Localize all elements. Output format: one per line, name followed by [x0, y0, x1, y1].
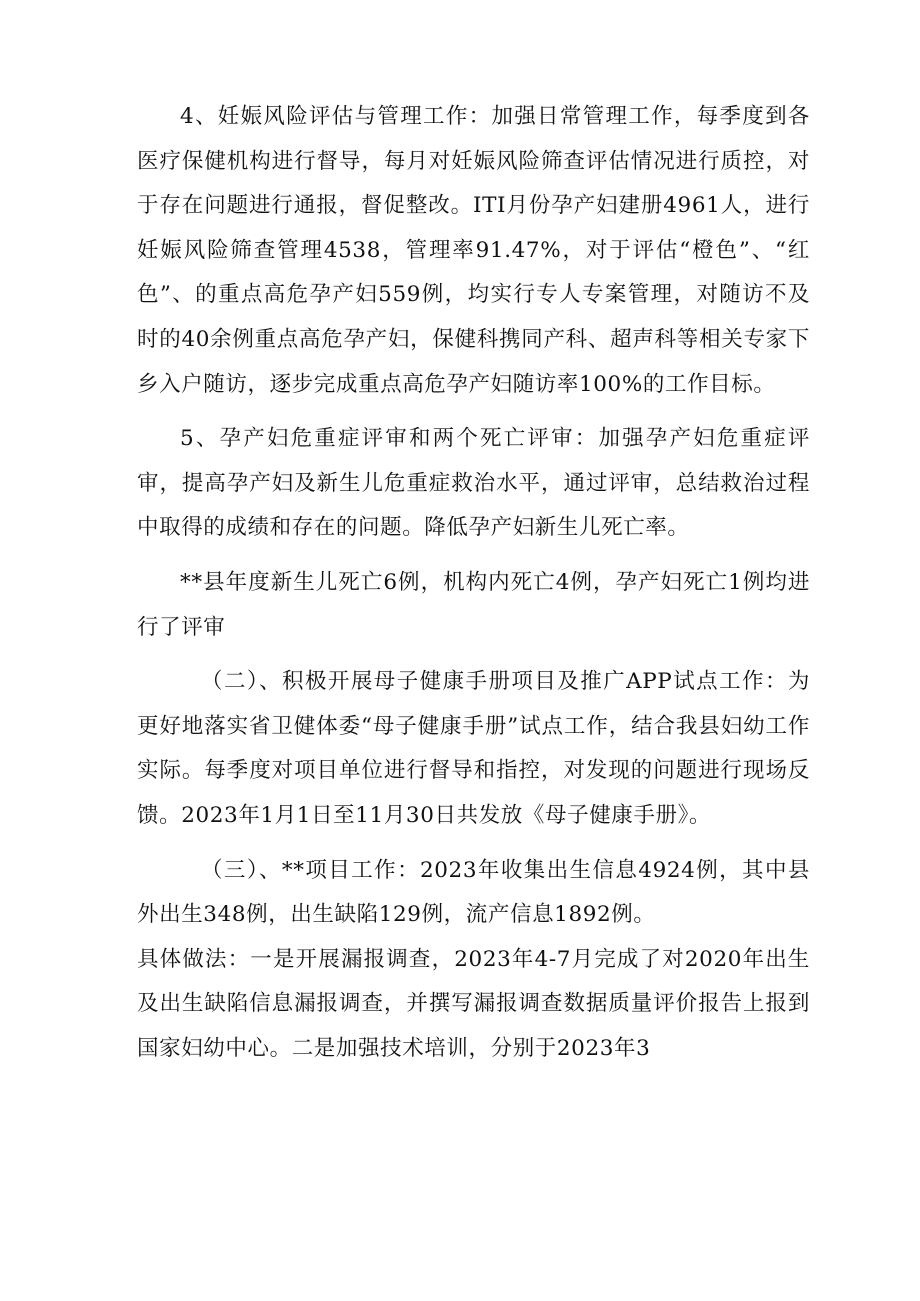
paragraph-specific-methods: 具体做法：一是开展漏报调查，2023年4-7月完成了对2020年出生及出生缺陷信息漏报调查，并撰写漏报调查数据质量评价报告上报到国家妇幼中心。二是加强技术培训，分别于2023年3 [137, 946, 810, 1061]
paragraph-critical-review: 5、孕产妇危重症评审和两个死亡评审：加强孕产妇危重症评审，提高孕产妇及新生儿危重症救治水平，通过评审，总结救治过程中取得的成绩和存在的问题。降低孕产妇新生儿死亡率。 [137, 426, 810, 541]
paragraph-handbook-project: （二）、积极开展母子健康手册项目及推广APP试点工作：为更好地落实省卫健体委“母子健康手册”试点工作，结合我县妇幼工作实际。每季度对项目单位进行督导和指控，对发现的问题进行现场反馈。2023年1月1日至11月30日共发放《母子健康手册》。 [137, 669, 810, 828]
paragraph-birth-info-project: （三）、**项目工作：2023年收集出生信息4924例，其中县外出生348例，出生缺陷129例，流产信息1892例。 [137, 857, 810, 928]
paragraph-risk-assessment: 4、妊娠风险评估与管理工作：加强日常管理工作，每季度到各医疗保健机构进行督导，每月对妊娠风险筛查评估情况进行质控，对于存在问题进行通报，督促整改。ITI月份孕产妇建册4961人，进行妊娠风险筛查管理4538，管理率91.47%，对于评估“橙色”、“红色”、的重点高危孕产妇559例，均实行专人专案管理，对随访不及时的40余例重点高危孕产妇，保健科携同产科、超声科等相关专家下乡入户随访，逐步完成重点高危孕产妇随访率100%的工作目标。 [137, 104, 810, 397]
paragraph-death-statistics: **县年度新生儿死亡6例，机构内死亡4例，孕产妇死亡1例均进行了评审 [137, 569, 810, 640]
